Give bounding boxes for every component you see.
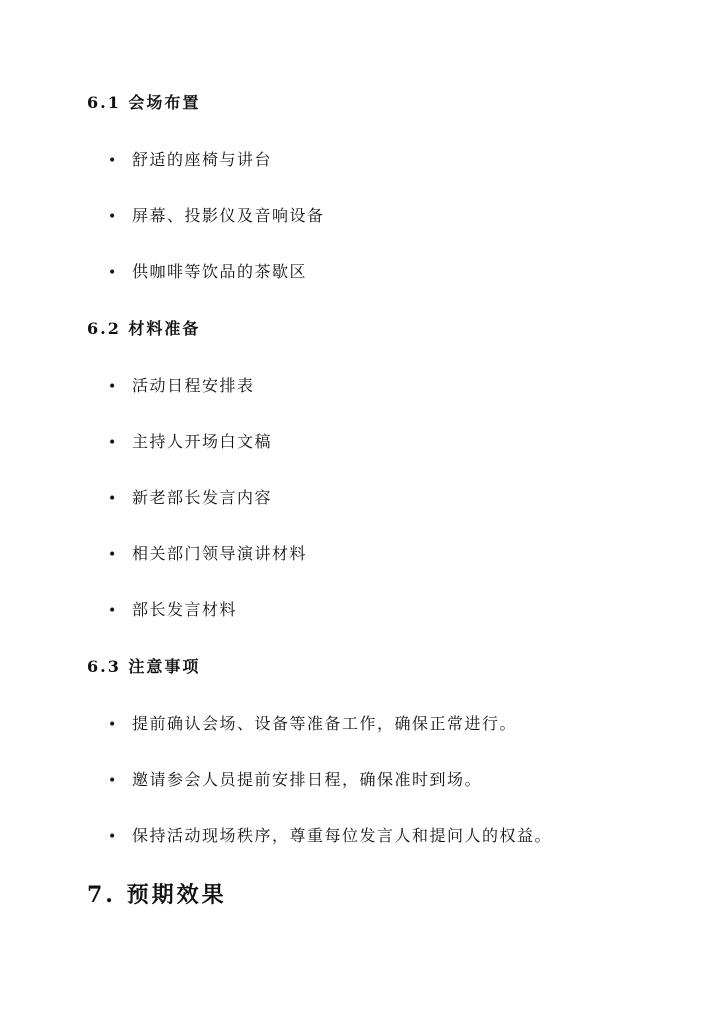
bullet: • bbox=[108, 717, 118, 733]
list-item-text: 主持人开场白文稿 bbox=[132, 432, 273, 451]
bullet: • bbox=[108, 265, 118, 281]
list-item-text: 屏幕、投影仪及音响设备 bbox=[132, 206, 325, 225]
list-item bbox=[108, 147, 272, 170]
bullet: • bbox=[108, 603, 118, 619]
bullet: • bbox=[108, 547, 118, 563]
bullet: • bbox=[108, 829, 118, 845]
bullet: • bbox=[108, 435, 118, 451]
list-item-text: 邀请参会人员提前安排日程，确保准时到场。 bbox=[132, 770, 483, 789]
bullet: • bbox=[108, 153, 118, 169]
list-item-text: 舒适的座椅与讲台 bbox=[132, 150, 273, 169]
list-item-text: 保持活动现场秩序，尊重每位发言人和提问人的权益。 bbox=[132, 826, 553, 845]
list-item-text: 新老部长发言内容 bbox=[132, 488, 273, 507]
list-item bbox=[108, 373, 255, 396]
list-item bbox=[108, 203, 325, 226]
section-heading-6-1: 6.1 会场布置 bbox=[87, 93, 201, 112]
list-item-text: 相关部门领导演讲材料 bbox=[132, 544, 308, 563]
section-heading-7: 7. 预期效果 bbox=[87, 882, 227, 908]
list-item bbox=[108, 541, 307, 564]
list-item bbox=[108, 429, 272, 452]
list-item bbox=[108, 485, 272, 508]
bullet: • bbox=[108, 209, 118, 225]
list-item-text: 部长发言材料 bbox=[132, 600, 238, 619]
section-heading-6-3: 6.3 注意事项 bbox=[87, 657, 201, 676]
section-heading-6-2: 6.2 材料准备 bbox=[87, 319, 201, 338]
bullet: • bbox=[108, 379, 118, 395]
list-item-text: 供咖啡等饮品的茶歇区 bbox=[132, 262, 308, 281]
list-item bbox=[108, 597, 237, 620]
list-item bbox=[108, 767, 482, 790]
bullet: • bbox=[108, 491, 118, 507]
list-item bbox=[108, 823, 552, 846]
list-item-text: 提前确认会场、设备等准备工作，确保正常进行。 bbox=[132, 714, 518, 733]
list-item-text: 活动日程安排表 bbox=[132, 376, 255, 395]
list-item bbox=[108, 711, 517, 734]
list-item bbox=[108, 259, 307, 282]
bullet: • bbox=[108, 773, 118, 789]
